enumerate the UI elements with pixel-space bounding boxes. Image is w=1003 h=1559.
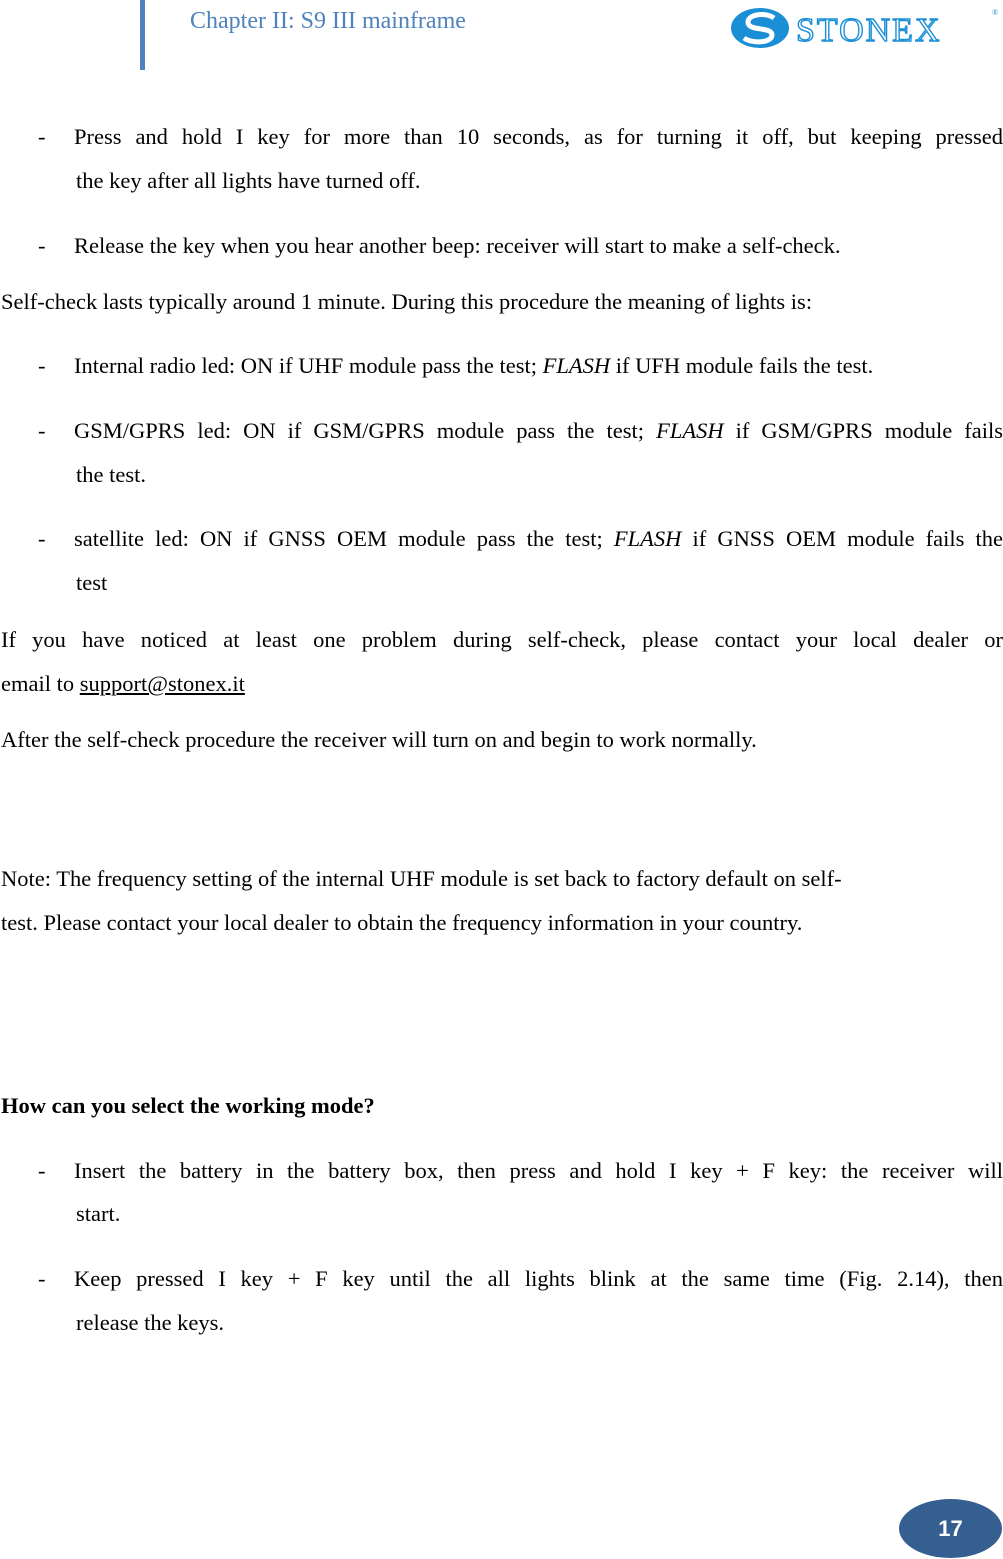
text: GSM/GPRS led: ON if GSM/GPRS module pass the test; bbox=[74, 418, 657, 443]
bullet-5-line-1 bbox=[74, 525, 1003, 553]
flash-text: FLASH bbox=[542, 353, 611, 378]
page-number-badge bbox=[899, 1499, 1002, 1558]
section-heading bbox=[1, 1092, 375, 1120]
bullet-7-line-1: Keep pressed I key + F key until the all lights blink at the same time (Fig. 2.14), then bbox=[74, 1266, 1003, 1291]
support-email-link[interactable]: support@stonex.it bbox=[79, 671, 245, 696]
paragraph-problem-line-2 bbox=[1, 670, 245, 698]
stonex-logo bbox=[730, 6, 1000, 50]
bullet-dash: - bbox=[38, 526, 46, 551]
bullet-3 bbox=[74, 352, 873, 380]
header-bar bbox=[140, 0, 145, 70]
paragraph-after-self-check: After the self-check procedure the receiver will turn on and begin to work normally. bbox=[1, 727, 757, 752]
bullet-2: Release the key when you hear another beep: receiver will start to make a self-check. bbox=[74, 233, 841, 258]
bullet-6-line-1: Insert the battery in the battery box, then press and hold I key + F key: the receiver will bbox=[74, 1158, 1003, 1183]
paragraph-problem-line-1: If you have noticed at least one problem during self-check, please contact your local dealer or bbox=[1, 627, 1003, 652]
svg-text:STONEX: STONEX bbox=[796, 12, 942, 49]
bullet-dash: - bbox=[38, 1266, 46, 1291]
text: email to bbox=[1, 671, 80, 696]
bullet-dash: - bbox=[38, 1158, 46, 1183]
text: satellite led: ON if GNSS OEM module pass the test; bbox=[74, 526, 614, 551]
text: if GNSS OEM module fails the bbox=[681, 526, 1003, 551]
note-line-2: test. Please contact your local dealer to obtain the frequency information in your country. bbox=[1, 910, 803, 935]
bullet-5-line-2: test bbox=[76, 570, 108, 595]
bullet-4-line-2: the test. bbox=[76, 462, 146, 487]
svg-text:®: ® bbox=[992, 8, 999, 17]
bullet-4-line-1 bbox=[74, 417, 1003, 445]
bullet-dash: - bbox=[38, 233, 46, 258]
heading-text: How can you select the working mode? bbox=[1, 1093, 375, 1118]
text: Internal radio led: ON if UHF module pass the test; bbox=[74, 353, 543, 378]
bullet-6-line-2: start. bbox=[76, 1201, 121, 1226]
note-line-1: Note: The frequency setting of the internal UHF module is set back to factory default on self- bbox=[1, 866, 842, 891]
flash-text: FLASH bbox=[656, 418, 724, 443]
bullet-7-line-2: release the keys. bbox=[76, 1310, 225, 1335]
bullet-1-line-2: the key after all lights have turned off. bbox=[76, 168, 421, 193]
page-number: 17 bbox=[938, 1515, 963, 1541]
flash-text: FLASH bbox=[613, 526, 682, 551]
text: if UFH module fails the test. bbox=[610, 353, 874, 378]
chapter-title: Chapter II: S9 III mainframe bbox=[190, 8, 466, 34]
bullet-dash: - bbox=[38, 353, 46, 378]
paragraph-self-check: Self-check lasts typically around 1 minute. During this procedure the meaning of lights is: bbox=[1, 289, 813, 314]
bullet-1-line-1: Press and hold I key for more than 10 seconds, as for turning it off, but keeping pressed bbox=[74, 124, 1003, 149]
text: if GSM/GPRS module fails bbox=[723, 418, 1003, 443]
bullet-dash: - bbox=[38, 418, 46, 443]
bullet-dash: - bbox=[38, 124, 46, 149]
